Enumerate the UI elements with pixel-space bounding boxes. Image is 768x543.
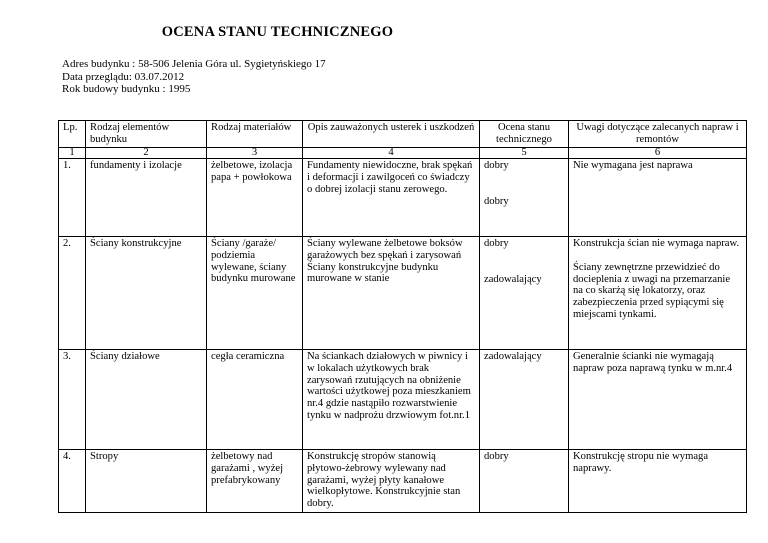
- rating-value: dobry: [484, 195, 509, 207]
- header-row: [59, 121, 747, 148]
- building-address: Adres budynku : 58-506 Jelenia Góra ul. Sygietyńskiego 17: [62, 58, 326, 70]
- table-row: [59, 159, 747, 237]
- header-rating: Ocena stanu technicznego: [480, 121, 569, 148]
- header-remarks: Uwagi dotyczące zalecanych napraw i remontów: [569, 121, 747, 148]
- build-year: Rok budowy budynku : 1995: [62, 83, 191, 95]
- row-description: Fundamenty niewidoczne, brak spękań i deformacji i zawilgoceń co świadczy o dobrej izolacji stanu zerowego.: [303, 159, 480, 237]
- row-material: żelbetowe, izolacja papa + powłokowa: [207, 159, 303, 237]
- rating-value: zadowalający: [484, 351, 542, 362]
- remarks-text: Nie wymagana jest naprawa: [573, 160, 693, 171]
- header-lp: Lp.: [59, 121, 86, 148]
- rating-value: zadowalający: [484, 273, 542, 285]
- row-rating: [480, 237, 569, 350]
- header-number: 5: [480, 148, 569, 159]
- remarks-text: Konstrukcję stropu nie wymaga naprawy.: [573, 451, 709, 474]
- row-remarks: [569, 350, 747, 450]
- row-material: żelbetowy nad garażami , wyżej prefabrykowany: [207, 450, 303, 513]
- condition-table: [58, 120, 747, 513]
- row-rating: [480, 450, 569, 513]
- row-lp: 2.: [59, 237, 86, 350]
- row-remarks: [569, 159, 747, 237]
- row-material: Ściany /garaże/ podziemia wylewane, ściany budynku murowane: [207, 237, 303, 350]
- rating-value: dobry: [484, 451, 509, 462]
- header-number: 2: [86, 148, 207, 159]
- header-number: 1: [59, 148, 86, 159]
- row-lp: 1.: [59, 159, 86, 237]
- inspection-date: Data przeglądu: 03.07.2012: [62, 70, 185, 83]
- row-rating: [480, 350, 569, 450]
- row-element: fundamenty i izolacje: [86, 159, 207, 237]
- document-title: OCENA STANU TECHNICZNEGO: [161, 24, 394, 40]
- header-element: Rodzaj elementów budynku: [86, 121, 207, 148]
- row-description: Ściany wylewane żelbetowe boksów garażowych bez spękań i zarysowań Ściany konstrukcyjne budynku murowane w stanie: [303, 237, 480, 350]
- remarks-text: Generalnie ścianki nie wymagają napraw poza naprawą tynku w m.nr.4: [573, 351, 733, 374]
- rating-value: dobry: [484, 160, 509, 171]
- table-row: [59, 237, 747, 350]
- row-element: Stropy: [86, 450, 207, 513]
- header-number: 3: [207, 148, 303, 159]
- header-material: Rodzaj materiałów: [207, 121, 303, 148]
- row-rating: [480, 159, 569, 237]
- remarks-text: Konstrukcja ścian nie wymaga napraw.: [573, 238, 740, 249]
- row-lp: 3.: [59, 350, 86, 450]
- header-number-row: [59, 148, 747, 159]
- rating-value: dobry: [484, 238, 509, 249]
- table-row: [59, 350, 747, 450]
- row-material: cegła ceramiczna: [207, 350, 303, 450]
- row-lp: 4.: [59, 450, 86, 513]
- row-remarks: [569, 237, 747, 350]
- remarks-text: Ściany zewnętrzne przewidzieć do docieplenia z uwagi na przemarzanie na co skarżą się lokatorzy, oraz zabezpieczenia przed sypiącymi się miejscami tynkami.: [573, 261, 731, 320]
- document-meta: [62, 58, 326, 96]
- row-element: Ściany działowe: [86, 350, 207, 450]
- table-row: [59, 450, 747, 513]
- header-number: 6: [569, 148, 747, 159]
- header-number: 4: [303, 148, 480, 159]
- row-description: Konstrukcję stropów stanowią płytowo-żebrowy wylewany nad garażami, wyżej płyty kanałowe wielkopłytowe. Konstrukcyjnie stan dobry.: [303, 450, 480, 513]
- row-element: Ściany konstrukcyjne: [86, 237, 207, 350]
- row-remarks: [569, 450, 747, 513]
- row-description: Na ściankach działowych w piwnicy i w lokalach użytkowych brak zarysowań rzutujących na obniżenie wartości użytkowej poza mieszkaniem nr.4 gdzie nastąpiło rozwarstwienie tynku w nadprożu drzwiowym fot.nr.1: [303, 350, 480, 450]
- header-description: Opis zauważonych usterek i uszkodzeń: [303, 121, 480, 148]
